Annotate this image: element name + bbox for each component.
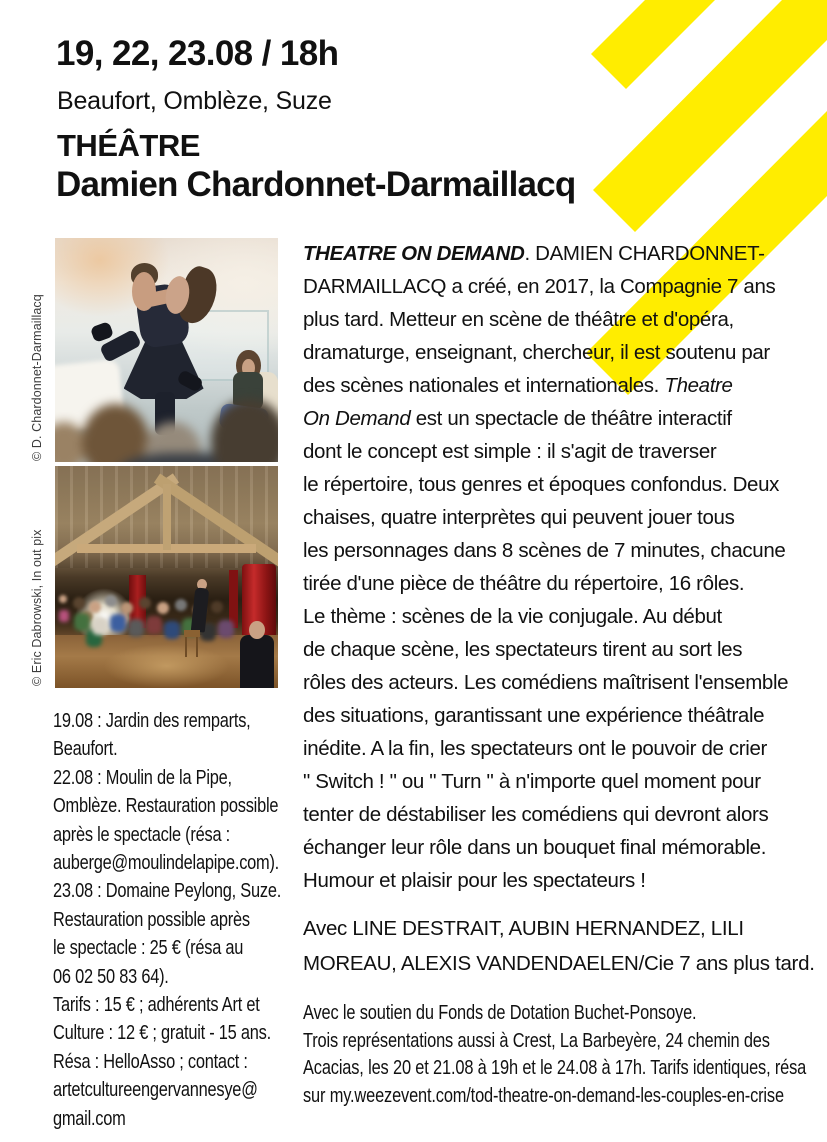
roof-king-post: [163, 484, 171, 551]
text-line: rôles des acteurs. Les comédiens maîtrisent l'ensemble: [303, 671, 789, 694]
text-line: Trois représentations aussi à Crest, La Barbeyère, 24 chemin des: [303, 1028, 770, 1052]
yellow-stripe-short: [591, 0, 715, 89]
text-line: MOREAU, ALEXIS VANDENDAELEN/Cie 7 ans plus tard.: [303, 952, 815, 975]
photo-credit-bottom: © Eric Dabrowski, In out pix: [30, 529, 44, 686]
event-genre: THÉÂTRE: [57, 128, 200, 163]
text-line: tirée d'une pièce de théâtre du répertoire, 16 rôles.: [303, 572, 745, 595]
text-line: 23.08 : Domaine Peylong, Suze.: [53, 879, 282, 903]
text-line: Restauration possible après: [53, 907, 250, 931]
red-curtain-small: [229, 570, 238, 628]
text-line: sur my.weezevent.com/tod-theatre-on-demand-les-couples-en-crise: [303, 1083, 784, 1107]
text-line: Tarifs : 15 € ; adhérents Art et: [53, 993, 260, 1017]
text-line: auberge@moulindelapipe.com).: [53, 851, 279, 875]
event-places: Beaufort, Omblèze, Suze: [57, 87, 332, 115]
photo-performance-duo: [55, 238, 278, 462]
text-line: Avec LINE DESTRAIT, AUBIN HERNANDEZ, LILI: [303, 917, 744, 940]
text-line: des scènes nationales et internationales. Theatre: [303, 374, 733, 397]
description-paragraph: [303, 237, 788, 897]
floor-light: [104, 644, 229, 688]
text-line: le répertoire, tous genres et époques confondus. Deux: [303, 473, 780, 496]
text-line: le spectacle : 25 € (résa au: [53, 936, 244, 960]
text-line: Avec le soutien du Fonds de Dotation Buchet-Ponsoye.: [303, 1001, 697, 1024]
text-line: Résa : HelloAsso ; contact :: [53, 1049, 248, 1073]
photo-credit-top: © D. Chardonnet-Darmaillacq: [30, 294, 44, 461]
text-line: chaises, quatre interprètes qui peuvent jouer tous: [303, 506, 735, 529]
text-line: Le thème : scènes de la vie conjugale. Au début: [303, 605, 722, 628]
text-line: dont le concept est simple : il s'agit de traverser: [303, 440, 717, 463]
foreground-audience-blur: [55, 238, 278, 462]
text-line: Omblèze. Restauration possible: [53, 794, 279, 818]
text-line: DARMAILLACQ a créé, en 2017, la Compagnie 7 ans: [303, 275, 776, 298]
seated-performer-head: [249, 621, 265, 639]
text-line: plus tard. Metteur en scène de théâtre et d'opéra,: [303, 308, 734, 331]
schedule-info: [53, 707, 281, 1133]
text-line: " Switch ! " ou " Turn " à n'importe quel moment pour: [303, 770, 761, 793]
support-paragraph: [303, 999, 806, 1109]
audience-heads: [59, 595, 67, 603]
text-line: artetcultureengervannesye@: [53, 1078, 258, 1102]
text-line: Beaufort.: [53, 737, 118, 761]
text-line: dramaturge, enseignant, chercheur, il est soutenu par: [303, 341, 770, 364]
cast-paragraph: [303, 911, 815, 981]
text-line: 22.08 : Moulin de la Pipe,: [53, 765, 232, 789]
text-line: Acacias, les 20 et 21.08 à 19h et le 24.08 à 17h. Tarifs identiques, résa: [303, 1056, 807, 1080]
audience-head: [211, 399, 278, 462]
seated-performer: [240, 635, 273, 688]
text-line: tenter de déstabiliser les comédiens qui devront alors: [303, 803, 769, 826]
text-line: Culture : 12 € ; gratuit - 15 ans.: [53, 1021, 271, 1045]
text-line: Humour et plaisir pour les spectateurs !: [303, 869, 646, 892]
text-line: THEATRE ON DEMAND. DAMIEN CHARDONNET-: [303, 242, 765, 265]
text-line: des situations, garantissant une expérience théâtrale: [303, 704, 765, 727]
text-line: après le spectacle (résa :: [53, 822, 230, 846]
stool-legs: [185, 637, 198, 657]
text-line: de chaque scène, les spectateurs tirent au sort les: [303, 638, 743, 661]
photo-barn-audience: [55, 466, 278, 688]
text-line: inédite. A la fin, les spectateurs ont le pouvoir de crier: [303, 737, 768, 760]
text-line: les personnages dans 8 scènes de 7 minutes, chacune: [303, 539, 786, 562]
event-dates: 19, 22, 23.08 / 18h: [56, 34, 339, 73]
text-line: On Demand est un spectacle de théâtre interactif: [303, 407, 732, 430]
audience-head: [82, 404, 149, 462]
stool-seat: [184, 630, 200, 637]
audience-bodies: [59, 610, 69, 622]
text-line: échanger leur rôle dans un bouquet final mémorable.: [303, 836, 767, 859]
text-line: 19.08 : Jardin des remparts,: [53, 709, 251, 732]
text-line: 06 02 50 83 64).: [53, 964, 169, 988]
text-line: gmail.com: [53, 1106, 126, 1130]
artist-name: Damien Chardonnet-Darmaillacq: [56, 165, 576, 204]
